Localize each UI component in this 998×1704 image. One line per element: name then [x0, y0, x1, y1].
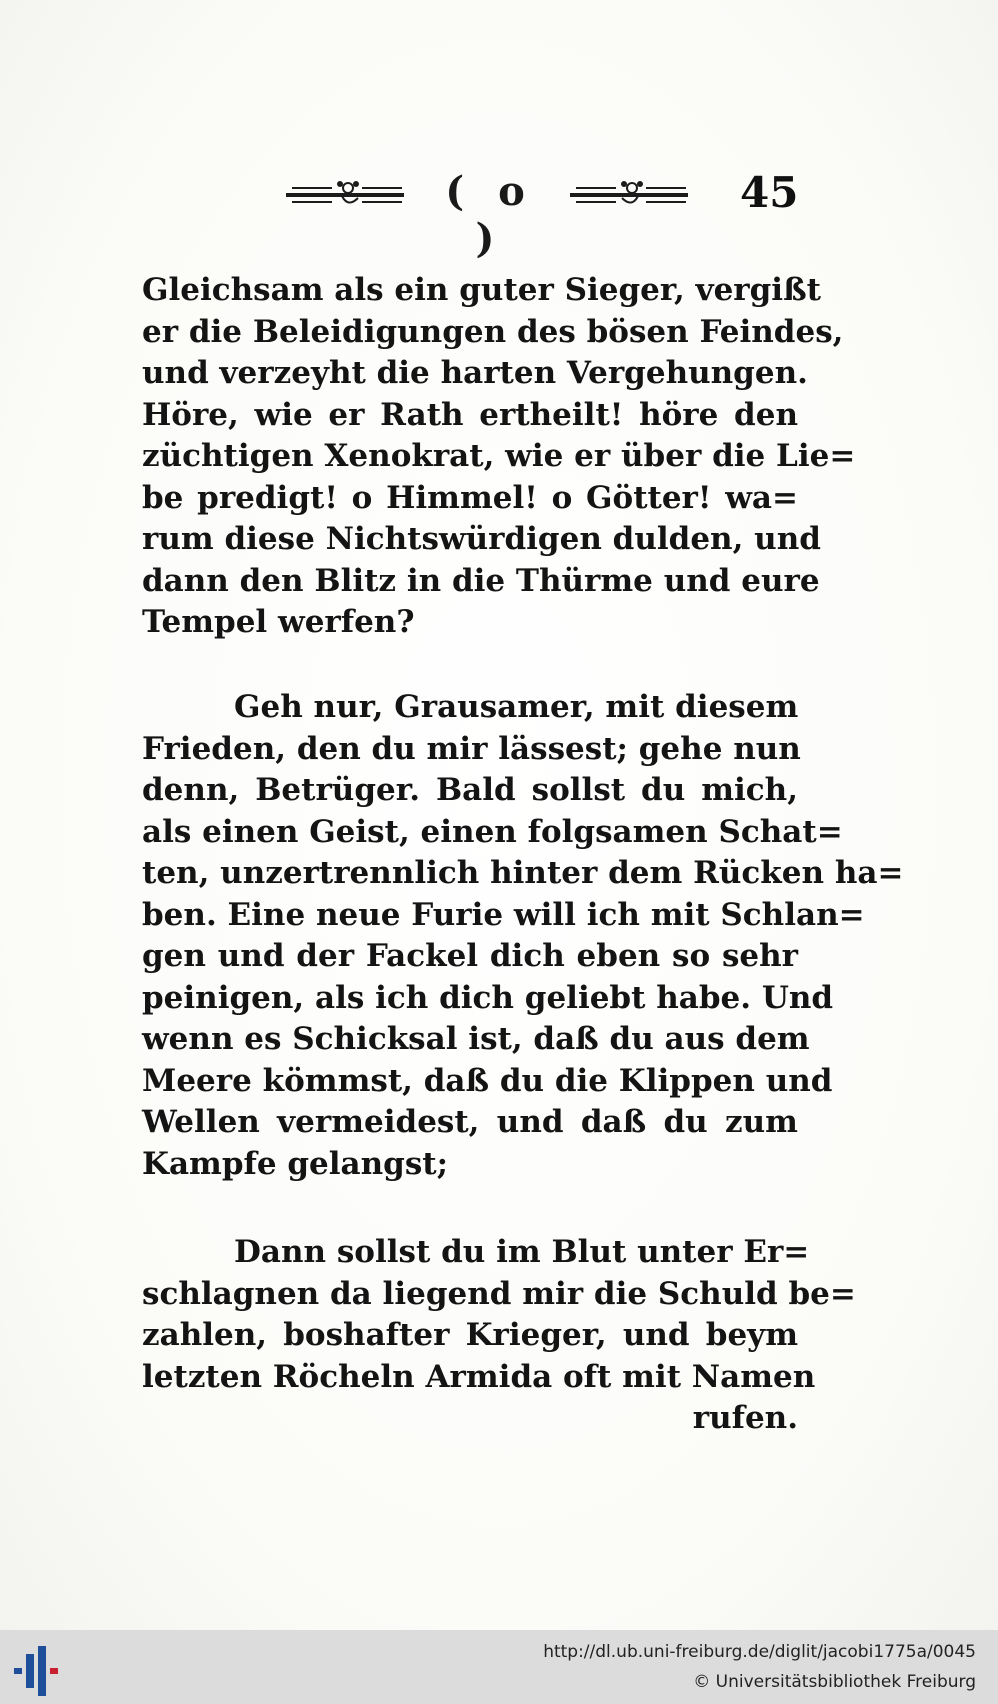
- copyright-notice: © Universitätsbibliothek Freiburg: [693, 1672, 976, 1692]
- text-line: Gleichsam als ein guter Sieger, vergißt: [142, 272, 821, 308]
- text-line: züchtigen Xenokrat, wie er über die Lie=: [142, 438, 856, 474]
- text-line: ten, unzertrennlich hinter dem Rücken ha=: [142, 855, 904, 891]
- paragraph-2: [142, 687, 904, 1185]
- text-line: gen und der Fackel dich eben so sehr: [142, 938, 798, 974]
- text-line: Frieden, den du mir lässest; gehe nun: [142, 730, 801, 767]
- text-line: peinigen, als ich dich geliebt habe. Und: [142, 979, 834, 1016]
- paragraph-3: [142, 1232, 856, 1440]
- text-line: zahlen, boshafter Krieger, und beym: [142, 1317, 798, 1353]
- text-line: Wellen vermeidest, und daß du zum: [142, 1104, 798, 1140]
- text-line: wenn es Schicksal ist, daß du aus dem: [142, 1021, 810, 1057]
- text-line: schlagnen da liegend mir die Schuld be=: [142, 1275, 856, 1312]
- text-line: ben. Eine neue Furie will ich mit Schlan=: [142, 896, 865, 933]
- permalink-url-link[interactable]: http://dl.ub.uni-freiburg.de/diglit/jacobi1775a/0045: [543, 1642, 976, 1662]
- signature-mark: ( o ): [445, 168, 535, 262]
- text-line: und verzeyht die harten Vergehungen.: [142, 355, 808, 391]
- left-vignette-ornament: [282, 174, 412, 214]
- text-line: er die Beleidigungen des bösen Feindes,: [142, 313, 844, 350]
- text-line: Meere kömmst, daß du die Klippen und: [142, 1062, 833, 1099]
- library-footer: [0, 1630, 998, 1704]
- text-line: Tempel werfen?: [142, 604, 415, 640]
- text-line: be predigt! o Himmel! o Götter! wa=: [142, 479, 798, 516]
- catchword: rufen.: [692, 1400, 798, 1436]
- text-line: Geh nur, Grausamer, mit diesem: [234, 689, 799, 725]
- text-line: dann den Blitz in die Thürme und eure: [142, 562, 820, 599]
- text-line: Kampfe gelangst;: [142, 1145, 449, 1182]
- text-line: rum diese Nichtswürdigen dulden, und: [142, 521, 821, 557]
- text-line: Dann sollst du im Blut unter Er=: [234, 1234, 810, 1270]
- text-line: als einen Geist, einen folgsamen Schat=: [142, 813, 843, 850]
- page-number: 45: [740, 168, 799, 217]
- text-line: Höre, wie er Rath ertheilt! höre den: [142, 396, 798, 433]
- library-logo-icon: [10, 1644, 64, 1698]
- page-header: [270, 168, 810, 262]
- right-vignette-ornament: [566, 174, 696, 214]
- text-line: letzten Röcheln Armida oft mit Namen: [142, 1358, 816, 1395]
- text-line: denn, Betrüger. Bald sollst du mich,: [142, 772, 798, 808]
- paragraph-1: [142, 270, 856, 644]
